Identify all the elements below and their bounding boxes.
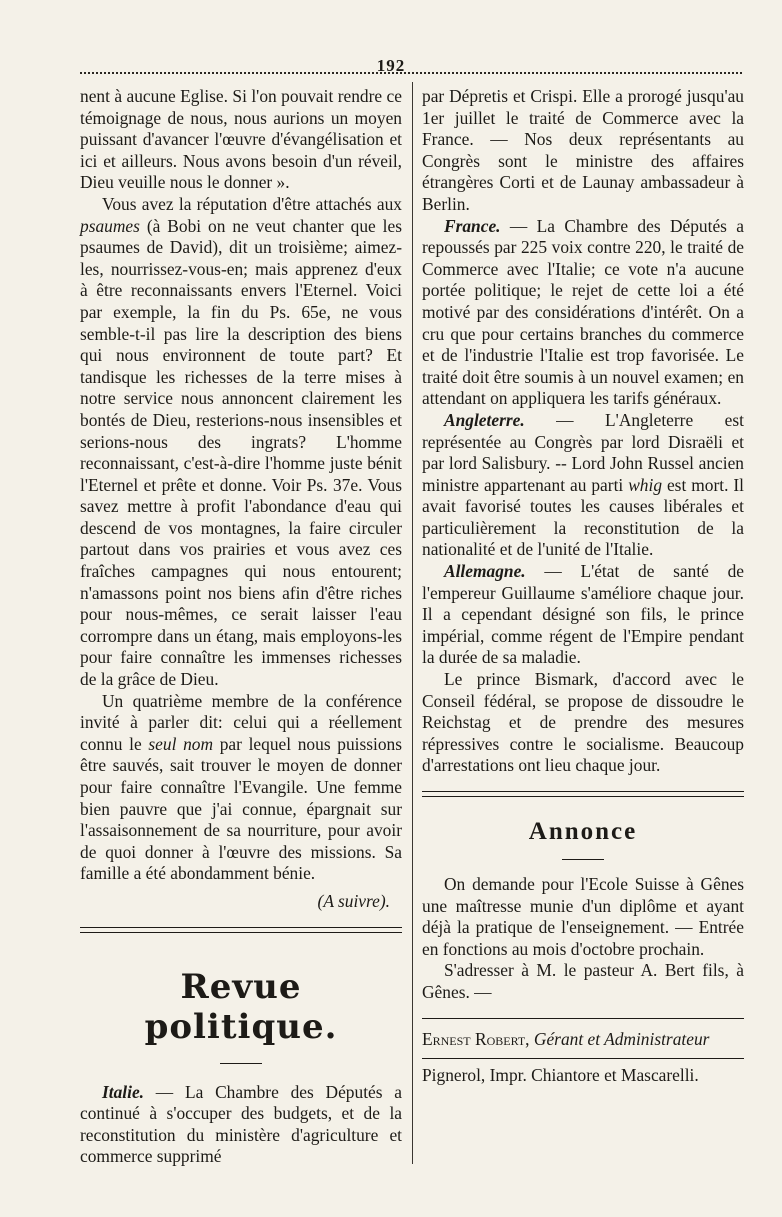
imprint-line: Pignerol, Impr. Chiantore et Mascarelli. <box>422 1065 699 1086</box>
gerant-title: Gérant et Administrateur <box>529 1028 710 1049</box>
right-column <box>422 86 744 1087</box>
gerant-name: Ernest Robert, <box>422 1028 530 1049</box>
italie-label: Italie. <box>102 1081 145 1102</box>
header-rule <box>80 72 742 74</box>
angleterre-label: Angleterre. <box>444 409 525 430</box>
bismark-paragraph: Le prince Bismark, d'accord avec le Conseil fédéral, se propose de dissoudre le Reichstag et de prendre des mesures répressives contre le socialisme. Beaucoup d'arrestations ont lieu chaque jour. <box>422 669 744 776</box>
annonce-double-rule <box>422 791 744 797</box>
allemagne-paragraph: Allemagne. — L'état de santé de l'empereur Guillaume s'améliore chaque jour. Il a cependant désigné son fils, le prince impérial, comme régent de l'Empire pendant la durée de sa maladie. <box>422 561 744 668</box>
left-paragraph-3: Un quatrième membre de la conférence invité à parler dit: celui qui a réellement connu le seul nom par lequel nous puissions être sauvés, sait trouver le moyen de donner pour faire connaître l'Evangile. Une femme bien pauvre que j'ai connue, épargnait sur l'assaisonnement de sa nourriture, pour avoir de quoi donner à l'œuvre des missions. Sa famille a été abondamment bénie. <box>80 690 402 884</box>
allemagne-label: Allemagne. <box>444 561 526 582</box>
annonce-short-rule <box>562 859 604 860</box>
imprint-rule <box>422 1058 744 1059</box>
annonce-paragraph-1: On demande pour l'Ecole Suisse à Gênes une maîtresse munie d'un diplôme et ayant déjà la pratique de l'enseignement. — Entrée en fonctions au mois d'octobre prochain. <box>422 874 744 959</box>
psaumes-emphasis: psaumes <box>80 215 140 236</box>
angleterre-paragraph: Angleterre. — L'Angleterre est représentée au Congrès par lord Disraëli et par lord Salisbury. -- Lord John Russel ancien ministre appartenant au parti whig est mort. Il avait favorisé toutes les causes libérales et particulièrement la reconstitution de la nationalité et de l'unité de l'Italie. <box>422 409 744 560</box>
left-paragraph-2: Vous avez la réputation d'être attachés aux psaumes (à Bobi on ne veut chanter que les psaumes de David), dit un troisième; aimez-les, nourrissez-vous-en; mais apprenez d'eux à être reconnaissants envers l'Eternel. Voici par exemple, la fin du Ps. 65e, ne vous semble-t-il pas lire la description des biens qui nous environnent de toute part? Et tandisque les richesses de la terre mises à notre service nous annoncent clairement les bontés de Dieu, resterions-nous insensibles et serions-nous des ingrats? L'homme reconnaissant, c'est-à-dire l'homme juste bénit l'Eternel et prête et donne. Voir Ps. 37e. Vous savez mettre à profit l'abondance d'eau qui descend de vos montagnes, la faire circuler partout dans vos prairies et vous avez ces fraîches campagnes qui nous entourent; n'amassons point nos biens afin d'être riches pour nous-mêmes, ce serait laisser l'eau corrompre dans un étang, mais employons-les pour faire connaître les immenses richesses de la grâce de Dieu. <box>80 193 402 690</box>
column-divider <box>412 82 413 1164</box>
right-paragraph-1: par Dépretis et Crispi. Elle a prorogé jusqu'au 1er juillet le traité de Commerce avec la France. — Nos deux représentants au Congrès sont le ministre des affaires étrangères Corti et de Launay ambassadeur à Berlin. <box>422 86 744 214</box>
france-label: France. <box>444 215 501 236</box>
left-column <box>80 86 402 1168</box>
footer-rule <box>422 1018 744 1019</box>
left-paragraph-1: nent à aucune Eglise. Si l'on pouvait rendre ce témoignage de nous, nous aurions un moyen puissant d'avancer l'œuvre d'évangélisation et ici et ailleurs. Nous avons besoin d'un réveil, Dieu veuille nous le donner ». <box>80 86 402 193</box>
annonce-paragraph-2: S'adresser à M. le pasteur A. Bert fils, à Gênes. — <box>422 960 744 1002</box>
page-number: 192 <box>376 56 406 75</box>
annonce-title: Annonce <box>528 818 638 845</box>
gerant-line <box>422 1029 744 1051</box>
whig-emphasis: whig <box>628 474 663 495</box>
italie-paragraph: Italie. — La Chambre des Députés a continué à s'occuper des budgets, et de la reconstitution du ministère d'agriculture et commerce supprimé <box>80 1081 402 1167</box>
a-suivre: (A suivre). <box>317 890 390 911</box>
revue-politique-title: Revue politique. <box>144 966 338 1047</box>
section-double-rule <box>80 927 402 933</box>
title-short-rule <box>220 1063 262 1064</box>
seul-nom-emphasis: seul nom <box>148 733 214 754</box>
france-paragraph: France. — La Chambre des Députés a repoussés par 225 voix contre 220, le traité de Commerce avec l'Italie; ce vote n'a aucune portée politique; le rejet de cette loi a été motivé par des considérations d'intérêt. On a cru que pour certains branches du commerce et de l'industrie l'Italie est trop favorisée. Le traité doit être soumis à un nouvel examen; en attendant on appliquera les tarifs généraux. <box>422 215 744 409</box>
